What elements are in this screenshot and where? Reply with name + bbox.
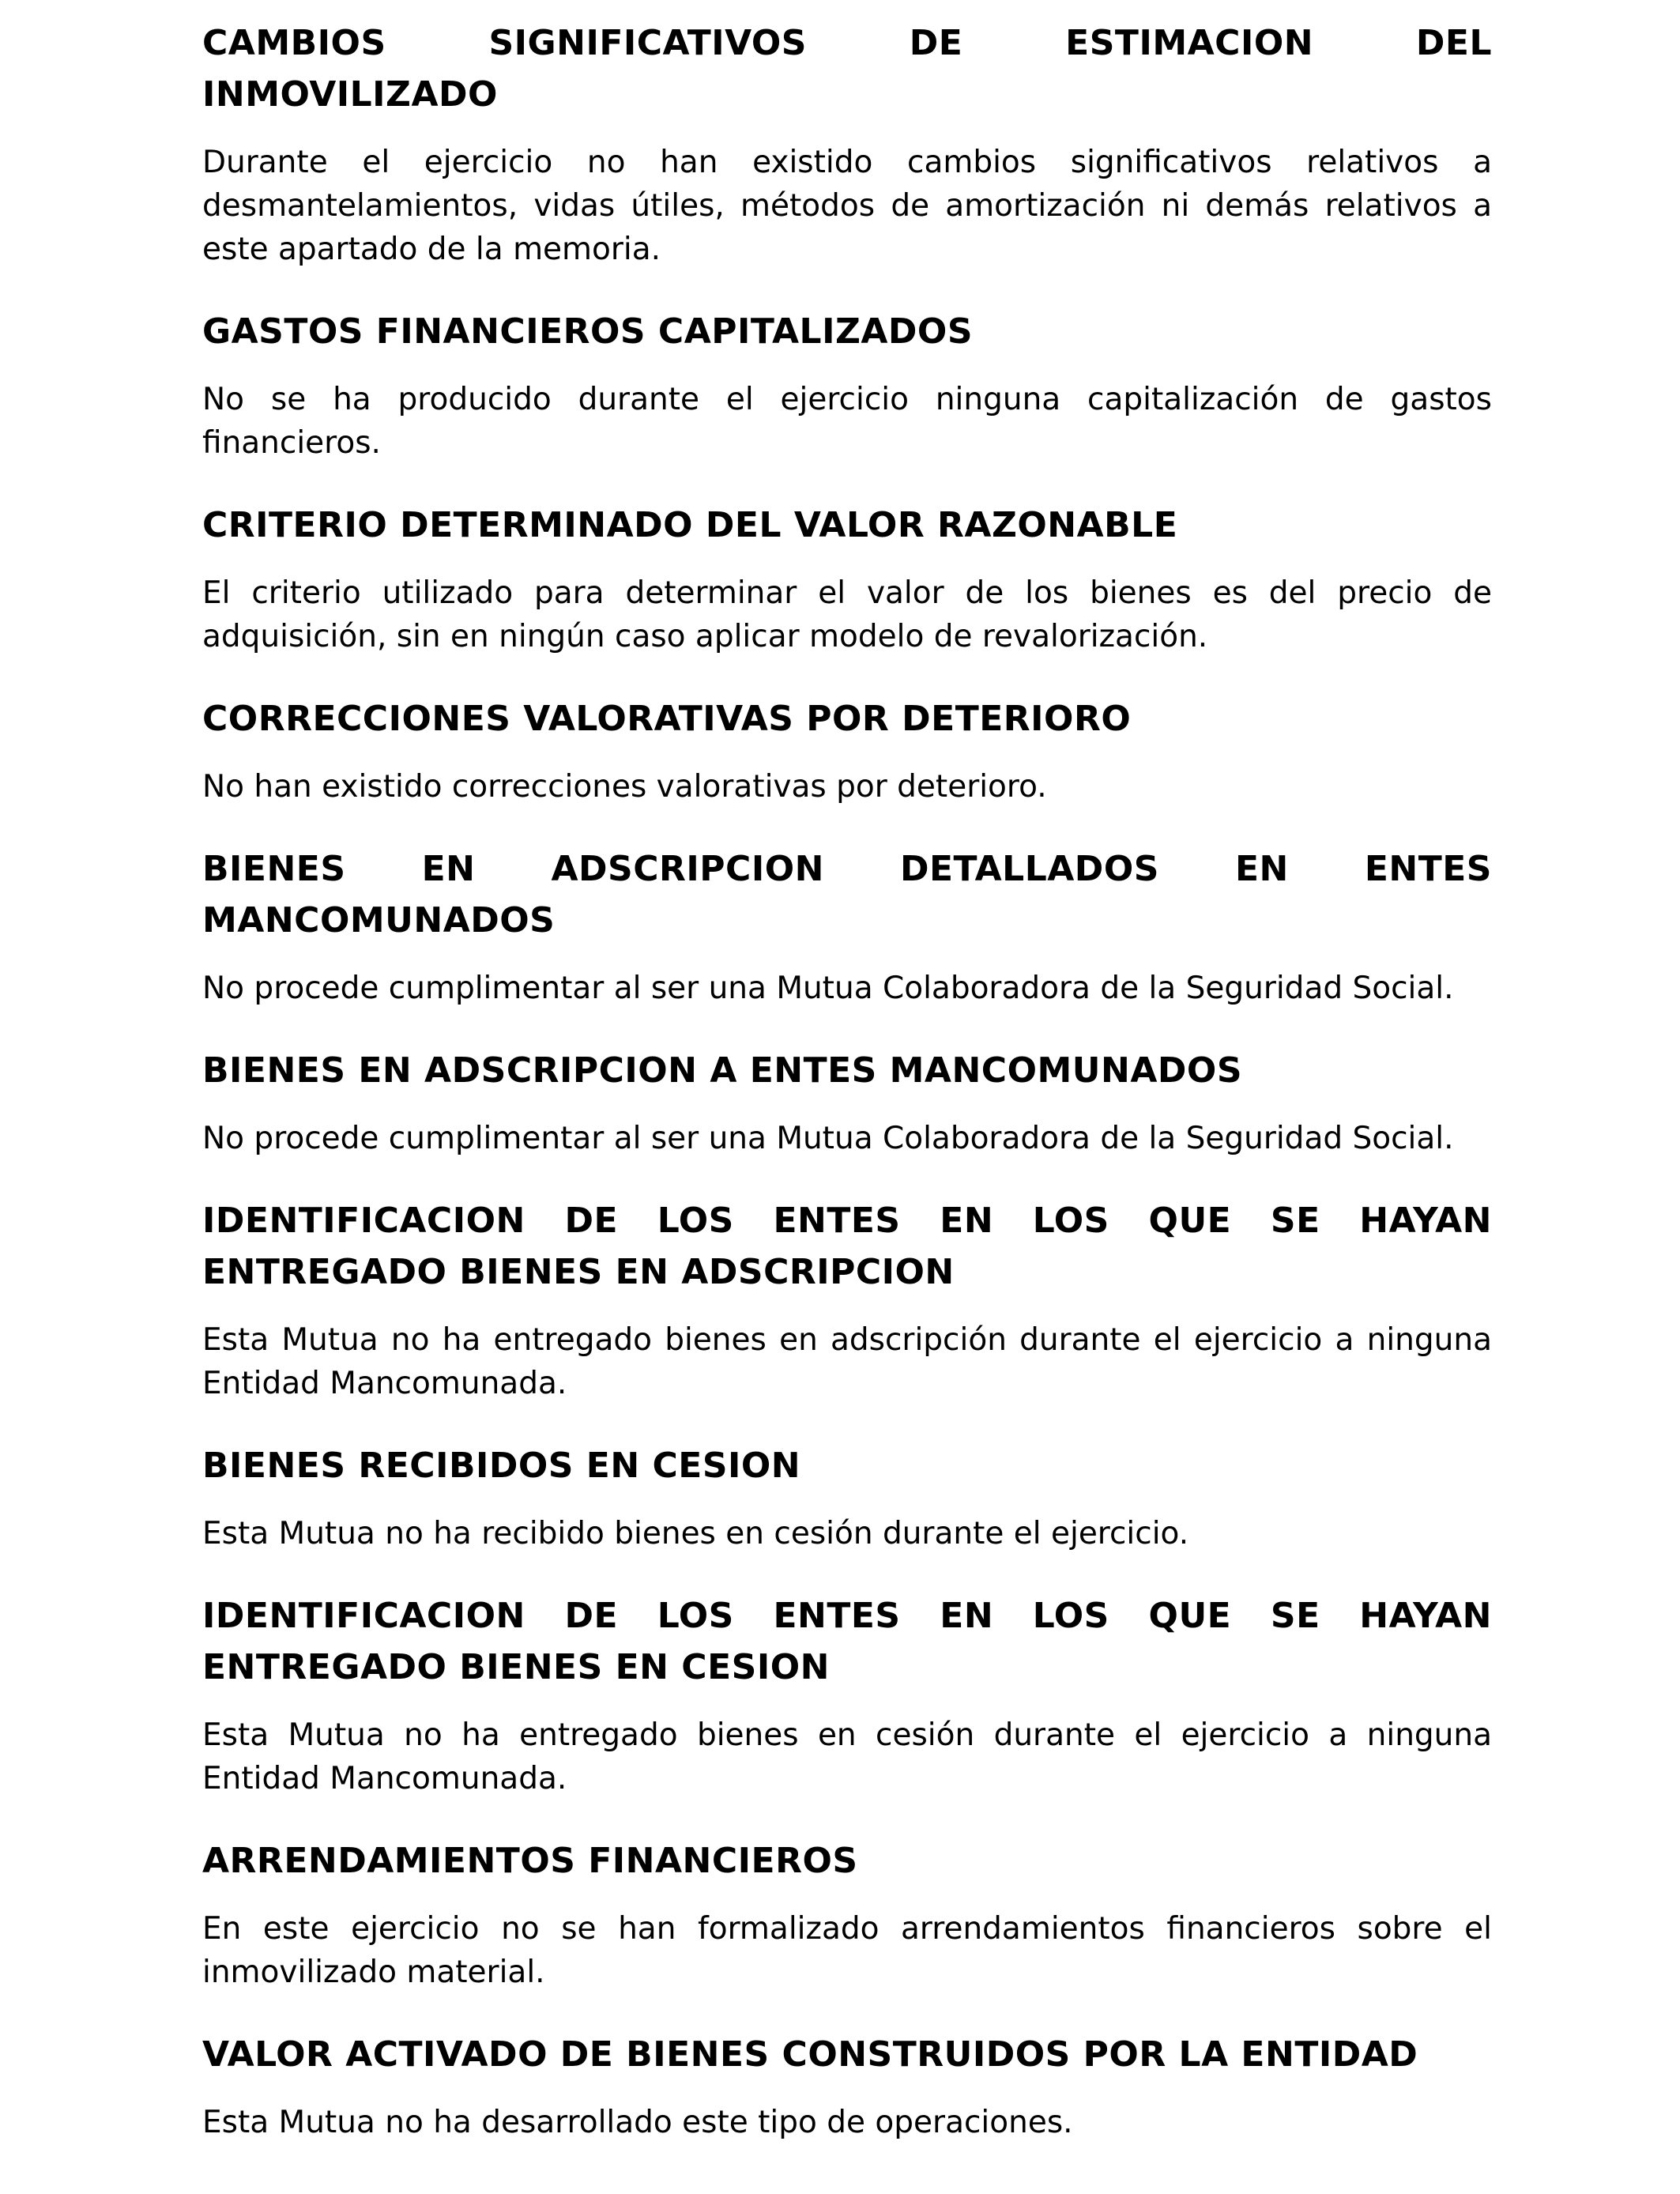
section-criterio-valor [202, 499, 1492, 658]
section-gastos-financieros [202, 306, 1492, 465]
heading-line: IDENTIFICACION DE LOS ENTES EN LOS QUE SE HAYAN [202, 1596, 1492, 1636]
section-body: Esta Mutua no ha entregado bienes en cesión durante el ejercicio a ninguna Entidad Mancomunada. [202, 1717, 1492, 1796]
section-body: Esta Mutua no ha desarrollado este tipo de operaciones. [202, 2105, 1073, 2140]
section-heading [202, 1195, 1492, 1298]
section-correcciones [202, 693, 1492, 809]
heading-line: IDENTIFICACION DE LOS ENTES EN LOS QUE SE HAYAN [202, 1201, 1492, 1241]
section-heading: GASTOS FINANCIEROS CAPITALIZADOS [202, 311, 974, 352]
heading-line: ENTREGADO BIENES EN ADSCRIPCION [202, 1252, 955, 1292]
section-heading: CORRECCIONES VALORATIVAS POR DETERIORO [202, 699, 1132, 739]
section-body: El criterio utilizado para determinar el valor de los bienes es del precio de adquisición, sin en ningún caso aplicar modelo de revalorización. [202, 575, 1492, 654]
section-bienes-recibidos-cesion [202, 1440, 1492, 1555]
section-body: Esta Mutua no ha recibido bienes en cesión durante el ejercicio. [202, 1516, 1189, 1551]
section-arrendamientos [202, 1835, 1492, 1994]
section-heading: CRITERIO DETERMINADO DEL VALOR RAZONABLE [202, 505, 1178, 545]
section-valor-activado [202, 2029, 1492, 2144]
section-body: No procede cumplimentar al ser una Mutua Colaboradora de la Seguridad Social. [202, 971, 1454, 1006]
heading-line: ENTREGADO BIENES EN CESION [202, 1647, 830, 1687]
heading-line: MANCOMUNADOS [202, 900, 556, 941]
section-identificacion-cesion [202, 1590, 1492, 1800]
section-heading [202, 843, 1492, 946]
section-heading [202, 1590, 1492, 1693]
section-body: No se ha producido durante el ejercicio ninguna capitalización de gastos financieros. [202, 382, 1492, 461]
section-body: Durante el ejercicio no han existido cambios significativos relativos a desmantelamientos, vidas útiles, métodos de amortización ni demás relativos a este apartado de la memoria. [202, 145, 1492, 267]
section-heading: ARRENDAMIENTOS FINANCIEROS [202, 1841, 858, 1881]
section-heading: VALOR ACTIVADO DE BIENES CONSTRUIDOS POR LA ENTIDAD [202, 2034, 1418, 2075]
section-body: No procede cumplimentar al ser una Mutua Colaboradora de la Seguridad Social. [202, 1121, 1454, 1156]
section-body: En este ejercicio no se han formalizado arrendamientos financieros sobre el inmovilizado material. [202, 1911, 1492, 1990]
section-identificacion-adscripcion [202, 1195, 1492, 1405]
section-heading [202, 17, 1492, 120]
heading-line: BIENES EN ADSCRIPCION DETALLADOS EN ENTES [202, 849, 1492, 889]
section-body: Esta Mutua no ha entregado bienes en adscripción durante el ejercicio a ninguna Entidad Mancomunada. [202, 1322, 1492, 1401]
section-heading: BIENES RECIBIDOS EN CESION [202, 1446, 801, 1486]
section-bienes-adscripcion-entes [202, 1045, 1492, 1160]
heading-line: INMOVILIZADO [202, 74, 498, 115]
heading-line: CAMBIOS SIGNIFICATIVOS DE ESTIMACION DEL [202, 23, 1492, 63]
section-body: No han existido correcciones valorativas por deterioro. [202, 769, 1047, 805]
section-heading: BIENES EN ADSCRIPCION A ENTES MANCOMUNADOS [202, 1050, 1243, 1091]
document-page [202, 17, 1492, 2179]
section-bienes-adscripcion-detallados [202, 843, 1492, 1010]
section-cambios-estimacion [202, 17, 1492, 271]
